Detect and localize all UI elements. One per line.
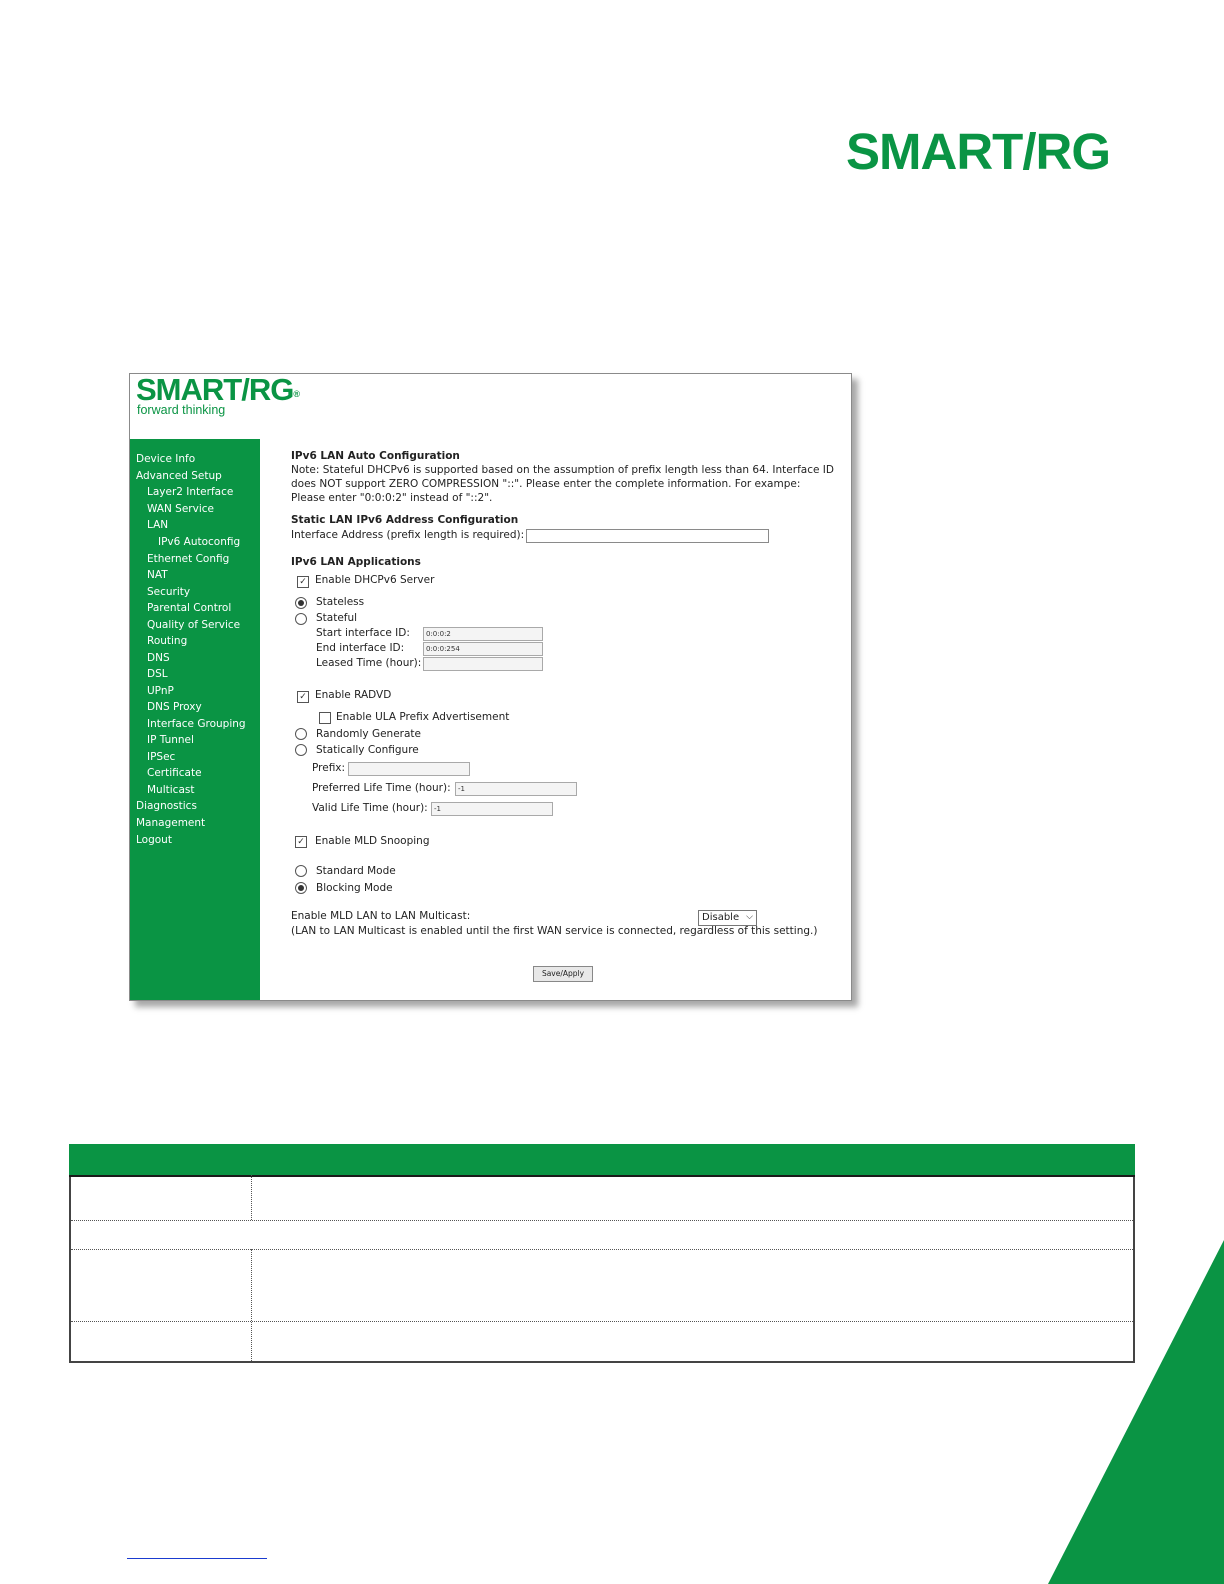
standard-mode-label: Standard Mode [316,865,396,877]
table-row [71,1220,1133,1250]
preferred-life-input[interactable]: -1 [455,782,577,796]
sidebar-item-dns[interactable]: DNS [147,652,170,664]
statically-configure-radio[interactable] [295,744,307,756]
randomly-generate-radio[interactable] [295,728,307,740]
standard-mode-radio[interactable] [295,865,307,877]
sidebar-item-interface-grouping[interactable]: Interface Grouping [147,718,246,730]
table-row [71,1249,1133,1322]
sidebar-item-security[interactable]: Security [147,586,191,598]
blocking-mode-radio[interactable] [295,882,307,894]
sidebar-item-logout[interactable]: Logout [136,834,172,846]
prefix-input[interactable] [348,762,470,776]
sidebar-item-nat[interactable]: NAT [147,569,168,581]
enable-radvd-label: Enable RADVD [315,689,392,701]
column-divider [251,1175,252,1220]
sidebar-item-parental-control[interactable]: Parental Control [147,602,232,614]
prefix-label: Prefix: [312,762,346,774]
page-title: IPv6 LAN Auto Configuration [291,450,460,462]
enable-ula-label: Enable ULA Prefix Advertisement [336,711,510,723]
sidebar-item-device-info[interactable]: Device Info [136,453,196,465]
router-logo [136,374,299,417]
sidebar-item-wan-service[interactable]: WAN Service [147,503,214,515]
registered-mark: ® [293,389,299,399]
sidebar-item-diagnostics[interactable]: Diagnostics [136,800,197,812]
sidebar-item-lan[interactable]: LAN [147,519,169,531]
mld-lan-multicast-note: (LAN to LAN Multicast is enabled until the first WAN service is connected, regardless of this setting.) [291,925,818,937]
parameter-table [69,1144,1135,1363]
blocking-mode-label: Blocking Mode [316,882,393,894]
sidebar-nav [130,439,260,1000]
valid-life-label: Valid Life Time (hour): [312,802,428,814]
sidebar-item-quality-of-service[interactable]: Quality of Service [147,619,241,631]
sidebar-item-layer2-interface[interactable]: Layer2 Interface [147,486,234,498]
sidebar-item-routing[interactable]: Routing [147,635,188,647]
enable-dhcpv6-checkbox[interactable]: ✓ [297,576,309,588]
router-logo-main: SMART/RG® [136,372,299,407]
interface-address-input[interactable] [526,529,769,543]
brand-logo: SMART/RG [846,123,1110,180]
start-id-label: Start interface ID: [316,627,410,639]
sidebar-item-ethernet-config[interactable]: Ethernet Config [147,553,230,565]
statically-configure-label: Statically Configure [316,744,419,756]
start-id-input[interactable]: 0:0:0:2 [423,627,543,641]
end-id-label: End interface ID: [316,642,405,654]
enable-dhcpv6-label: Enable DHCPv6 Server [315,574,435,586]
router-screenshot [129,373,852,1001]
preferred-life-label: Preferred Life Time (hour): [312,782,451,794]
static-config-heading: Static LAN IPv6 Address Configuration [291,514,519,526]
enable-mld-checkbox[interactable]: ✓ [295,836,307,848]
footer-link[interactable] [127,1558,267,1559]
table-row [71,1175,1133,1221]
mld-lan-multicast-select[interactable]: Disable ⌵ [698,910,757,926]
sidebar-item-dsl[interactable]: DSL [147,668,168,680]
sidebar-item-advanced-setup[interactable]: Advanced Setup [136,470,222,482]
enable-ula-checkbox[interactable] [319,712,331,724]
sidebar-item-management[interactable]: Management [136,817,206,829]
sidebar-item-upnp[interactable]: UPnP [147,685,174,697]
sidebar-item-certificate[interactable]: Certificate [147,767,202,779]
column-divider [251,1249,252,1361]
stateless-radio[interactable] [295,597,307,609]
stateful-label: Stateful [316,612,358,624]
leased-time-input[interactable] [423,657,543,671]
table-row [71,1321,1133,1361]
table-header [69,1144,1135,1177]
mld-lan-multicast-label: Enable MLD LAN to LAN Multicast: [291,910,471,922]
sidebar-item-ip-tunnel[interactable]: IP Tunnel [147,734,194,746]
stateless-label: Stateless [316,596,365,608]
valid-life-input[interactable]: -1 [431,802,553,816]
sidebar-item-multicast[interactable]: Multicast [147,784,195,796]
router-logo-tagline: forward thinking [137,403,226,417]
save-apply-button[interactable]: Save/Apply [533,966,593,982]
sidebar-item-dns-proxy[interactable]: DNS Proxy [147,701,202,713]
config-note: Note: Stateful DHCPv6 is supported based on the assumption of prefix length less than 64. Interface ID does NOT support ZERO COMPRESSION "::". Please enter the complete information. For exampe: Please enter "0:0:0:2" instead of "::2". [291,464,834,504]
enable-mld-label: Enable MLD Snooping [315,835,430,847]
sidebar-item-ipsec[interactable]: IPSec [147,751,176,763]
enable-radvd-checkbox[interactable]: ✓ [297,691,309,703]
randomly-generate-label: Randomly Generate [316,728,421,740]
leased-time-label: Leased Time (hour): [316,657,422,669]
chevron-down-icon: ⌵ [746,912,753,922]
sidebar-item-ipv6-autoconfig[interactable]: IPv6 Autoconfig [158,536,241,548]
stateful-radio[interactable] [295,613,307,625]
end-id-input[interactable]: 0:0:0:254 [423,642,543,656]
lan-applications-heading: IPv6 LAN Applications [291,556,421,568]
interface-address-label: Interface Address (prefix length is required): [291,529,525,541]
